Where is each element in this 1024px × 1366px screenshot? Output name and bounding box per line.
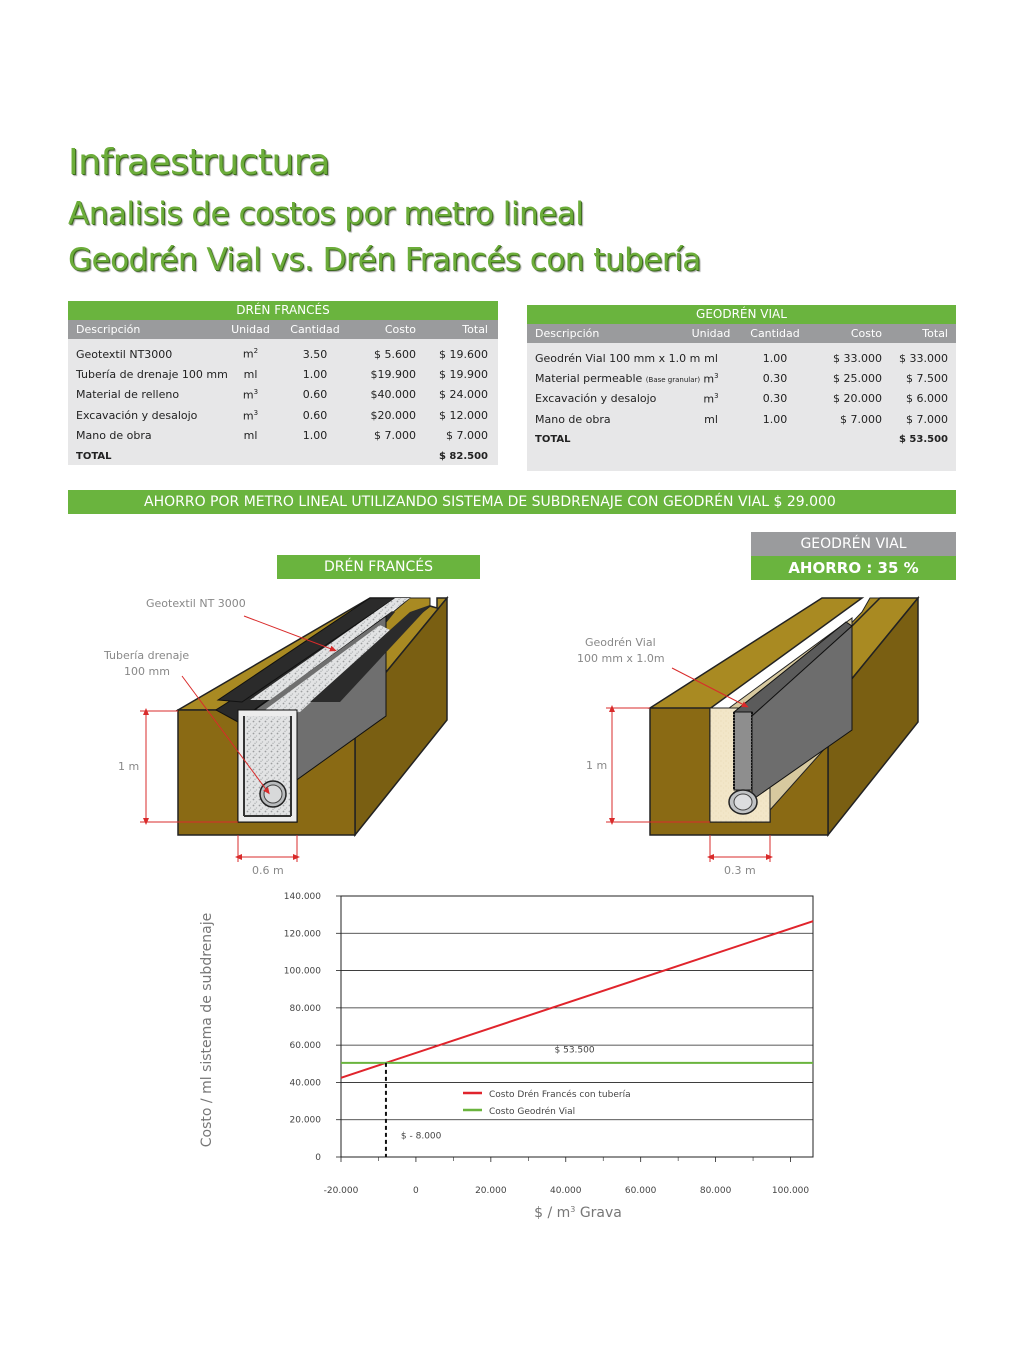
unit-exponent: 2 xyxy=(253,347,259,356)
x-tick-label: 0 xyxy=(413,1186,419,1196)
cell-cost: $20.000 xyxy=(370,408,416,422)
cell-total: $ 19.600 xyxy=(439,347,488,361)
y-tick-label: 20.000 xyxy=(289,1115,321,1126)
x-tick-label: 40.000 xyxy=(550,1186,582,1196)
cell-cost: $ 5.600 xyxy=(374,347,416,361)
cell-total: $ 7.000 xyxy=(906,412,948,426)
cell-quantity: 0.30 xyxy=(762,392,788,406)
geodren-label: GEODRÉN VIAL xyxy=(751,532,956,556)
unit-text: m xyxy=(242,388,254,402)
description-note: (Base granular) xyxy=(645,376,701,385)
y-tick-label: 40.000 xyxy=(289,1078,321,1089)
cell-quantity: 1.00 xyxy=(302,368,328,382)
x-tick-label: 100.000 xyxy=(771,1186,810,1196)
cell-quantity: 3.50 xyxy=(302,347,328,361)
chart-ticks xyxy=(284,892,810,1196)
legend-label: Costo Geodrén Vial xyxy=(489,1107,576,1117)
cell-quantity: 0.60 xyxy=(302,388,328,402)
col-header-quantity: Cantidad xyxy=(750,327,800,340)
cell-total: $ 19.900 xyxy=(439,368,488,382)
col-header-cost: Costo xyxy=(850,327,882,340)
geodren-label-line2: 100 mm x 1.0m xyxy=(577,652,665,665)
description-text: Mano de obra xyxy=(535,412,611,426)
width-label: 0.6 m xyxy=(252,864,284,877)
total-label: TOTAL xyxy=(535,434,571,446)
cell-cost: $ 33.000 xyxy=(833,351,882,365)
pipe-label-line1: Tubería drenaje xyxy=(104,649,190,662)
legend-label: Costo Drén Francés con tubería xyxy=(489,1090,631,1100)
cell-total: $ 7.500 xyxy=(906,372,948,386)
chart-legend xyxy=(463,1089,631,1117)
col-header-cost: Costo xyxy=(384,323,416,336)
unit-text: m xyxy=(703,392,715,406)
description-text: Geodrén Vial 100 mm x 1.0 m xyxy=(535,351,701,365)
geodren-label-line1: Geodrén Vial xyxy=(585,636,656,649)
height-label: 1 m xyxy=(118,760,140,773)
col-header-description: Descripción xyxy=(535,327,600,340)
col-header-unit: Unidad xyxy=(231,323,270,336)
total-label: TOTAL xyxy=(76,450,112,462)
cell-quantity: 0.30 xyxy=(762,372,788,386)
cell-total: $ 33.000 xyxy=(899,351,948,365)
y-tick-label: 140.000 xyxy=(283,892,321,902)
plot-frame xyxy=(341,896,813,1157)
total-value: $ 82.500 xyxy=(438,450,488,462)
unit-text: ml xyxy=(243,368,258,382)
y-tick-label: 0 xyxy=(315,1153,321,1163)
unit-exponent: 3 xyxy=(253,408,259,417)
description-text: Excavación y desalojo xyxy=(76,408,198,422)
page-subtitle-1: Analisis de costos por metro lineal xyxy=(68,196,584,232)
col-header-description: Descripción xyxy=(76,323,141,336)
height-label: 1 m xyxy=(586,759,608,772)
unit-text: m xyxy=(242,348,254,362)
description-text: Material de relleno xyxy=(76,388,180,402)
description-text: Excavación y desalojo xyxy=(535,392,657,406)
col-header-quantity: Cantidad xyxy=(290,323,340,336)
cell-total: $ 7.000 xyxy=(446,429,488,443)
cell-quantity: 1.00 xyxy=(762,351,788,365)
y-axis-label: Costo / ml sistema de subdrenaje xyxy=(199,912,215,1148)
description-text: Tubería de drenaje 100 mm xyxy=(76,368,228,382)
x-tick-label: 80.000 xyxy=(699,1186,732,1196)
page-title: Infraestructura xyxy=(68,142,330,183)
cell-cost: $ 7.000 xyxy=(840,412,882,426)
savings-percent-label: AHORRO : 35 % xyxy=(751,556,956,580)
cell-quantity: 1.00 xyxy=(762,412,788,426)
unit-text: m xyxy=(703,372,715,386)
x-tick-label: -20.000 xyxy=(323,1186,359,1196)
width-label: 0.3 m xyxy=(724,864,756,877)
cell-quantity: 1.00 xyxy=(302,429,328,443)
unit-text: ml xyxy=(704,351,718,365)
total-value: $ 53.500 xyxy=(898,434,948,446)
geotextile-label: Geotextil NT 3000 xyxy=(146,597,246,610)
cell-cost: $19.900 xyxy=(370,368,416,382)
annotation-label: $ 53.500 xyxy=(554,1045,595,1056)
cell-cost: $ 7.000 xyxy=(374,429,416,443)
col-header-total: Total xyxy=(462,323,488,336)
unit-text: ml xyxy=(704,412,718,426)
unit-exponent: 3 xyxy=(253,388,259,397)
y-tick-label: 80.000 xyxy=(289,1003,321,1014)
table-title: DRÉN FRANCÉS xyxy=(68,301,498,320)
x-axis-label: $ / $m^3$ Grava xyxy=(534,1205,622,1221)
pipe-label-line2: 100 mm xyxy=(124,665,170,678)
unit-text: m xyxy=(242,409,254,423)
y-tick-label: 100.000 xyxy=(283,966,321,977)
cell-total: $ 24.000 xyxy=(439,388,488,402)
savings-banner: AHORRO POR METRO LINEAL UTILIZANDO SISTEMA DE SUBDRENAJE CON GEODRÉN VIAL $ 29.000 xyxy=(68,490,956,514)
col-header-unit: Unidad xyxy=(691,327,731,340)
annotation-label: $ - 8.000 xyxy=(400,1131,442,1142)
description-text: Mano de obra xyxy=(76,429,152,443)
cell-cost: $ 20.000 xyxy=(833,392,882,406)
dren-frances-label: DRÉN FRANCÉS xyxy=(277,555,480,579)
unit-text: ml xyxy=(243,429,258,443)
cell-cost: $ 25.000 xyxy=(833,372,882,386)
page-subtitle-2: Geodrén Vial vs. Drén Francés con tubería xyxy=(68,242,701,278)
cell-quantity: 0.60 xyxy=(302,408,328,422)
description-text: Geotextil NT3000 xyxy=(76,347,173,361)
y-tick-label: 60.000 xyxy=(289,1041,321,1052)
x-tick-label: 60.000 xyxy=(624,1186,657,1196)
cell-total: $ 12.000 xyxy=(439,408,488,422)
col-header-total: Total xyxy=(922,327,948,340)
description-text: Material permeable xyxy=(535,372,643,386)
cell-total: $ 6.000 xyxy=(906,392,948,406)
cell-cost: $40.000 xyxy=(370,388,416,402)
table-title: GEODRÉN VIAL xyxy=(527,305,956,324)
x-tick-label: 20.000 xyxy=(475,1186,507,1196)
unit-exponent: 3 xyxy=(714,392,719,401)
unit-exponent: 3 xyxy=(714,371,719,380)
chart-grid xyxy=(341,896,813,1157)
y-tick-label: 120.000 xyxy=(283,929,321,940)
